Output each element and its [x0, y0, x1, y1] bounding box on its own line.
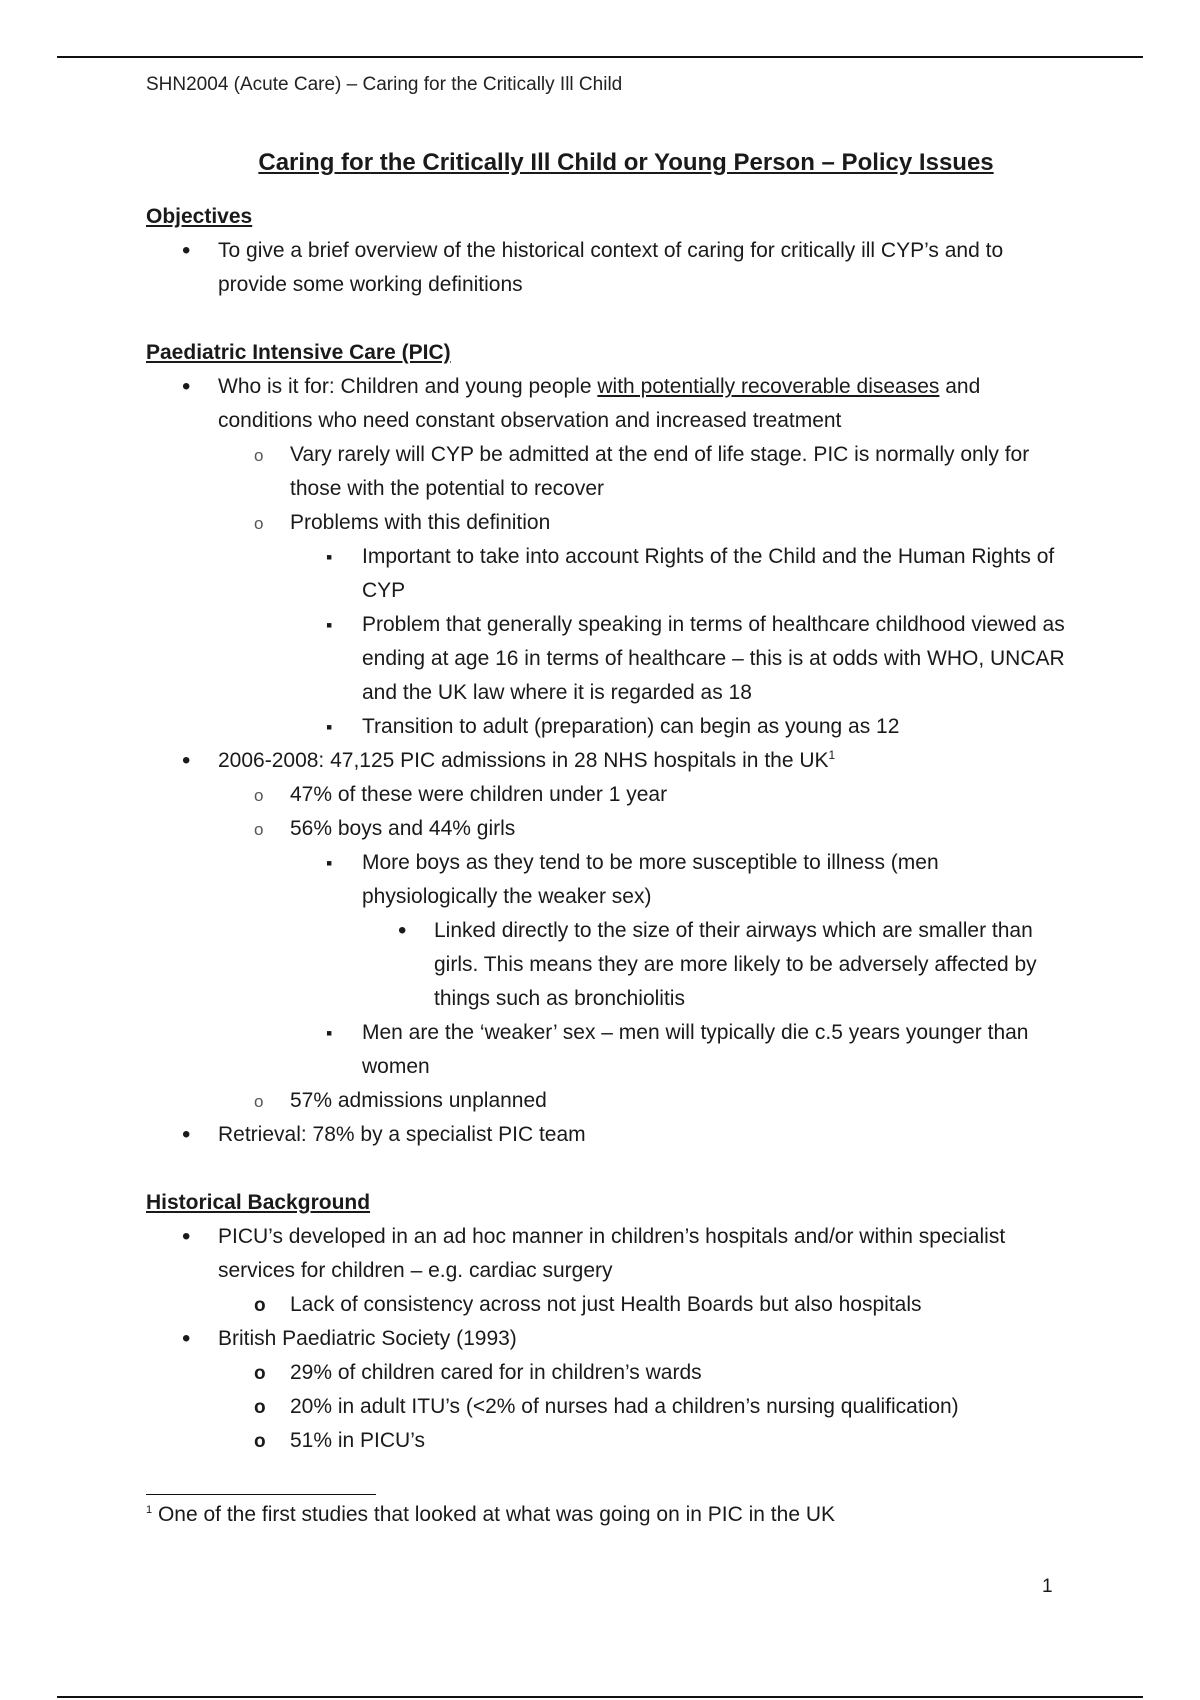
- underlined-phrase: with potentially recoverable diseases: [597, 375, 940, 398]
- list-item: o 51% in PICU’s: [146, 1424, 1066, 1458]
- section-history: [146, 1186, 1066, 1458]
- footnote-text: One of the first studies that looked at what was going on in PIC in the UK: [152, 1503, 836, 1526]
- pic-list: [146, 370, 1066, 1152]
- list-item: o Lack of consistency across not just Health Boards but also hospitals: [146, 1288, 1066, 1322]
- list-item: ▪ More boys as they tend to be more susceptible to illness (men physiologically the weaker sex): [146, 846, 1066, 914]
- footnote-reference[interactable]: 1: [828, 748, 836, 762]
- list-item: • Who is it for: Children and young people with potentially recoverable diseases and conditions who need constant observation and increased treatment: [146, 370, 1066, 438]
- square-bullet-icon: [326, 608, 332, 642]
- bullet-icon: [182, 1220, 190, 1255]
- list-item: o 29% of children cared for in children’s wards: [146, 1356, 1066, 1390]
- section-heading-history: Historical Background: [146, 1191, 371, 1214]
- header-rule: [57, 56, 1143, 58]
- footnote-separator: [146, 1494, 376, 1495]
- circle-bullet-icon: [254, 1288, 266, 1323]
- running-head: SHN2004 (Acute Care) – Caring for the Critically Ill Child: [146, 74, 623, 95]
- document-body: [146, 146, 1066, 1458]
- section-objectives: [146, 200, 1066, 302]
- section-heading-pic: Paediatric Intensive Care (PIC): [146, 341, 451, 364]
- list-item: ▪ Transition to adult (preparation) can begin as young as 12: [146, 710, 1066, 744]
- list-item: ▪ Important to take into account Rights of the Child and the Human Rights of CYP: [146, 540, 1066, 608]
- bullet-icon: [182, 370, 190, 405]
- list-item: • Retrieval: 78% by a specialist PIC team: [146, 1118, 1066, 1152]
- list-item: o 20% in adult ITU’s (<2% of nurses had a children’s nursing qualification): [146, 1390, 1066, 1424]
- square-bullet-icon: [326, 846, 332, 880]
- section-heading-objectives: Objectives: [146, 205, 253, 228]
- footnote: [146, 1500, 835, 1530]
- bullet-icon: [182, 1118, 190, 1153]
- circle-bullet-icon: [254, 778, 263, 813]
- list-item: ▪ Men are the ‘weaker’ sex – men will typically die c.5 years younger than women: [146, 1016, 1066, 1084]
- list-item: o 57% admissions unplanned: [146, 1084, 1066, 1118]
- list-item: • To give a brief overview of the historical context of caring for critically ill CYP’s and to provide some working definitions: [146, 234, 1066, 302]
- document-title: Caring for the Critically Ill Child or Young Person – Policy Issues: [258, 149, 994, 176]
- bullet-icon: [182, 234, 190, 269]
- list-item: o 56% boys and 44% girls: [146, 812, 1066, 846]
- history-list: [146, 1220, 1066, 1458]
- list-item: ▪ Problem that generally speaking in terms of healthcare childhood viewed as ending at age 16 in terms of healthcare – this is at odds with WHO, UNCAR and the UK law where it is regarded as 18: [146, 608, 1066, 710]
- circle-bullet-icon: [254, 1424, 266, 1459]
- circle-bullet-icon: [254, 1390, 266, 1425]
- square-bullet-icon: [326, 540, 332, 574]
- bullet-icon: [182, 1322, 190, 1357]
- list-item: o Vary rarely will CYP be admitted at the end of life stage. PIC is normally only for those with the potential to recover: [146, 438, 1066, 506]
- footnote-mark: 1: [146, 1504, 153, 1516]
- list-item: • 2006-2008: 47,125 PIC admissions in 28 NHS hospitals in the $UK^1$: [146, 744, 1066, 778]
- square-bullet-icon: [326, 710, 332, 744]
- circle-bullet-icon: [254, 1356, 266, 1391]
- footer-rule: [57, 1696, 1143, 1698]
- circle-bullet-icon: [254, 506, 263, 541]
- bullet-icon: [182, 744, 190, 779]
- objectives-list: [146, 234, 1066, 302]
- list-item: • PICU’s developed in an ad hoc manner in children’s hospitals and/or within specialist services for children – e.g. cardiac surgery: [146, 1220, 1066, 1288]
- circle-bullet-icon: [254, 1084, 263, 1119]
- square-bullet-icon: [326, 1016, 332, 1050]
- bullet-icon: [398, 914, 406, 949]
- circle-bullet-icon: [254, 438, 263, 473]
- list-item: o 47% of these were children under 1 year: [146, 778, 1066, 812]
- list-item: o Problems with this definition: [146, 506, 1066, 540]
- list-item: • Linked directly to the size of their airways which are smaller than girls. This means they are more likely to be adversely affected by things such as bronchiolitis: [146, 914, 1066, 1016]
- page-number: 1: [1042, 1576, 1053, 1597]
- list-item: • British Paediatric Society (1993): [146, 1322, 1066, 1356]
- section-pic: [146, 336, 1066, 1152]
- circle-bullet-icon: [254, 812, 263, 847]
